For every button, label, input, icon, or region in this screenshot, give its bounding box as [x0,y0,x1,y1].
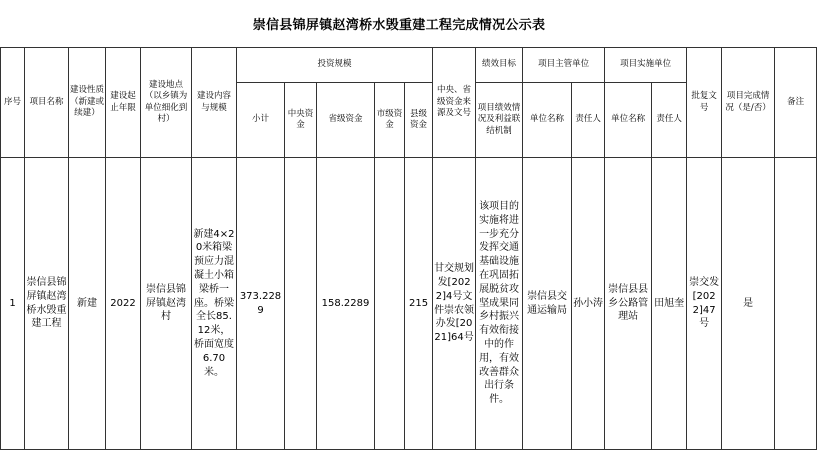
table-title: 崇信县锦屏镇赵湾桥水毁重建工程完成情况公示表 [252,18,546,33]
header-years: 建设起止年限 [106,48,141,158]
cell-years: 2022 [106,158,141,450]
header-fund-doc: 中央、省级资金来源及文号 [433,48,476,158]
cell-fund-doc: 甘交规划发[2022]4号文件崇农领办发[2021]64号 [433,158,476,450]
cell-approval: 崇交发[2022]47号 [687,158,722,450]
header-goal-sub: 项目绩效情况及利益联结机制 [476,83,523,158]
cell-goal: 该项目的实施将进一步充分发挥交通基础设施在巩固拓展脱贫攻坚成果同乡村振兴有效衔接中的作用，有效改善群众出行条件。 [476,158,523,450]
cell-supervisor-unit: 崇信县交通运输局 [523,158,572,450]
header-county: 县级资金 [405,83,433,158]
cell-subtotal: 373.2289 [237,158,285,450]
disclosure-table [0,47,817,450]
header-provincial: 省级资金 [317,83,375,158]
header-impl-person: 责任人 [652,83,687,158]
header-project-name: 项目名称 [25,48,69,158]
header-investment: 投资规模 [237,48,433,83]
header-seq: 序号 [1,48,25,158]
header-city: 市级资金 [375,83,405,158]
cell-content: 新建4×20米箱梁预应力混凝土小箱梁桥一座。桥梁全长85.12米，桥面宽度6.70米。 [192,158,237,450]
header-approval: 批复文号 [687,48,722,158]
cell-seq: 1 [1,158,25,450]
header-nature: 建设性质（新建或续建） [69,48,106,158]
cell-county: 215 [405,158,433,450]
table-row [1,158,817,450]
header-completion: 项目完成情况（是/否） [722,48,775,158]
cell-project-name: 崇信县锦屏镇赵湾桥水毁重建工程 [25,158,69,450]
cell-remarks [775,158,817,450]
header-subtotal: 小计 [237,83,285,158]
header-implementer: 项目实施单位 [605,48,687,83]
cell-city [375,158,405,450]
cell-location: 崇信县锦屏镇赵湾村 [141,158,192,450]
header-supervisor: 项目主管单位 [523,48,605,83]
header-remarks: 备注 [775,48,817,158]
header-location: 建设地点（以乡镇为单位细化到村） [141,48,192,158]
cell-supervisor-person: 孙小涛 [572,158,605,450]
cell-central [285,158,317,450]
cell-provincial: 158.2289 [317,158,375,450]
cell-nature: 新建 [69,158,106,450]
cell-impl-person: 田旭奎 [652,158,687,450]
header-impl-unit: 单位名称 [605,83,652,158]
cell-completion: 是 [722,158,775,450]
header-central: 中央资金 [285,83,317,158]
cell-impl-unit: 崇信县县乡公路管理站 [605,158,652,450]
header-supervisor-unit: 单位名称 [523,83,572,158]
header-goal: 绩效目标 [476,48,523,83]
header-supervisor-person: 责任人 [572,83,605,158]
header-content: 建设内容与规模 [192,48,237,158]
